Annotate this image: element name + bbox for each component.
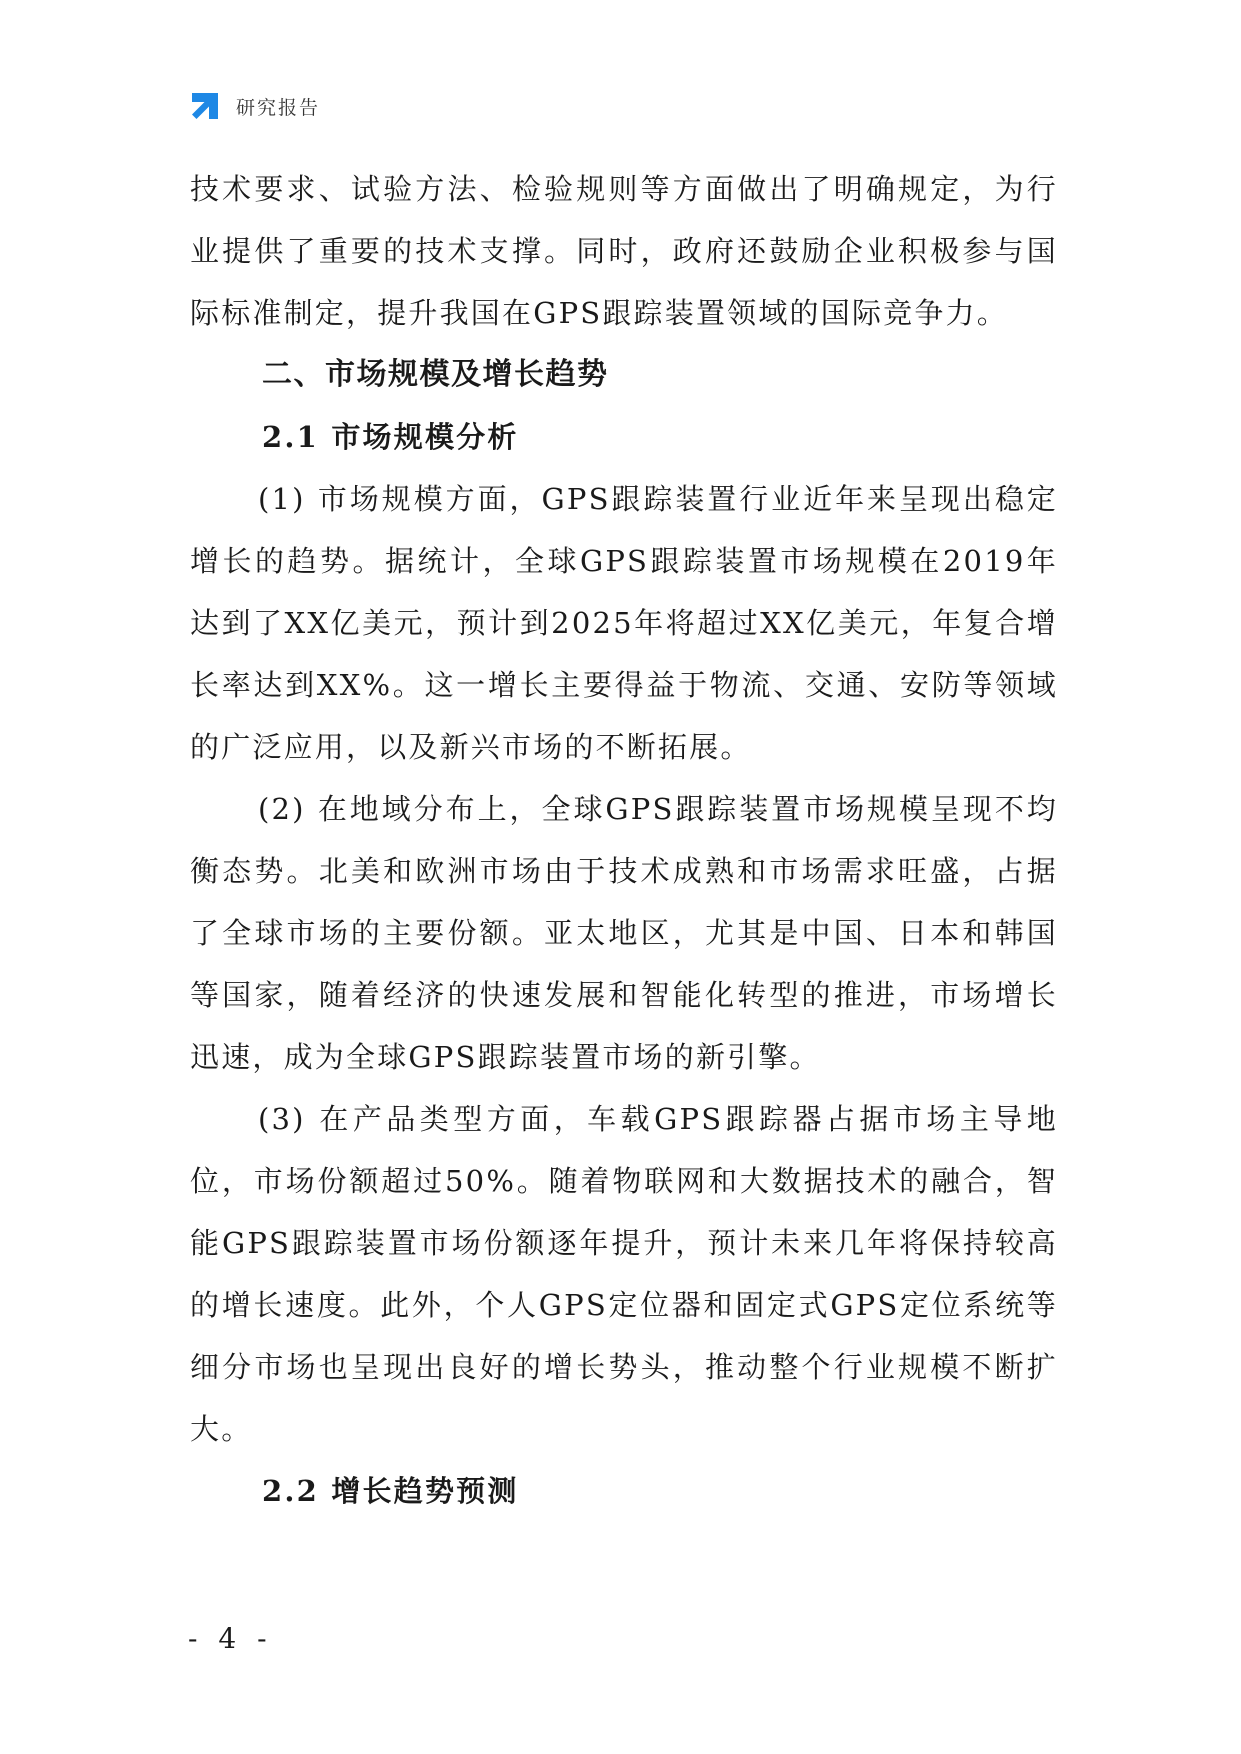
subsection-heading-2-2: 2.2 增长趋势预测	[262, 1474, 519, 1508]
paragraph-regional: (2) 在地域分布上，全球GPS跟踪装置市场规模呈现不均衡态势。北美和欧洲市场由于技术成熟和市场需求旺盛，占据了全球市场的主要份额。亚太地区，尤其是中国、日本和韩国等国家，随着经济的快速发展和智能化转型的推进，市场增长迅速，成为全球GPS跟踪装置市场的新引擎。	[190, 792, 1058, 1074]
report-header	[188, 88, 320, 124]
paragraph-product-type: (3) 在产品类型方面，车载GPS跟踪器占据市场主导地位，市场份额超过50%。随着物联网和大数据技术的融合，智能GPS跟踪装置市场份额逐年提升，预计未来几年将保持较高的增长速度。此外，个人GPS定位器和固定式GPS定位系统等细分市场也呈现出良好的增长势头，推动整个行业规模不断扩大。	[190, 1102, 1058, 1446]
paragraph-intro: 技术要求、试验方法、检验规则等方面做出了明确规定，为行业提供了重要的技术支撑。同时，政府还鼓励企业积极参与国际标准制定，提升我国在GPS跟踪装置领域的国际竞争力。	[190, 172, 1058, 330]
subsection-heading-2-1: 2.1 市场规模分析	[262, 420, 519, 454]
document-body	[190, 158, 1058, 1522]
section-heading-market: 二、市场规模及增长趋势	[262, 357, 609, 392]
header-title: 研究报告	[236, 96, 321, 119]
paragraph-market-size: (1) 市场规模方面，GPS跟踪装置行业近年来呈现出稳定增长的趋势。据统计，全球GPS跟踪装置市场规模在2019年达到了XX亿美元，预计到2025年将超过XX亿美元，年复合增长率达到XX%。这一增长主要得益于物流、交通、安防等领域的广泛应用，以及新兴市场的不断拓展。	[190, 482, 1058, 764]
arrow-up-right-icon	[188, 89, 222, 123]
page-number: - 4 -	[188, 1622, 273, 1655]
